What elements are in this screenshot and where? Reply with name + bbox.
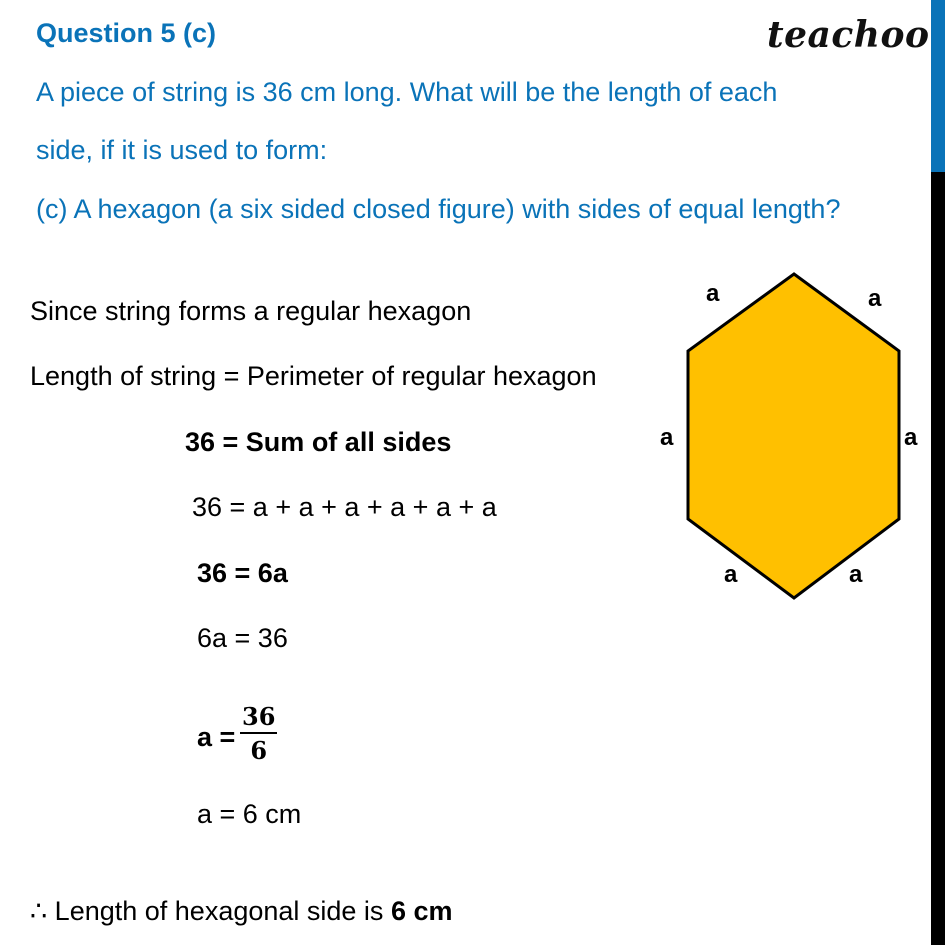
side-label-bottom-left: a [724,561,738,588]
conclusion-prefix: ∴ Length of hexagonal side is [30,896,391,926]
conclusion [30,896,452,927]
fraction [240,704,277,765]
question-line-2: side, if it is used to form: [36,135,328,165]
side-label-left: a [660,424,674,451]
solution-line-4: 36 = a + a + a + a + a + a [192,492,497,522]
solution-line-3: 36 = Sum of all sides [185,427,452,457]
right-sidebar-strip [931,0,945,945]
side-label-right: a [904,424,918,451]
sidebar-accent [931,0,945,172]
brand-logo: teachoo [767,14,930,56]
solution-line-6: 6a = 36 [197,623,288,653]
solution-line-7-prefix: a = [197,722,236,752]
conclusion-value: 6 cm [390,896,453,926]
solution-line-5: 36 = 6a [197,558,288,588]
hexagon-shape [688,274,899,598]
fraction-numerator: 36 [240,704,277,734]
hexagon-figure [640,260,930,610]
side-label-bottom-right: a [849,561,863,588]
solution-line-2: Length of string = Perimeter of regular hexagon [30,361,597,391]
fraction-denominator: 6 [250,736,268,766]
question-title: Question 5 (c) [36,18,217,48]
question-line-3: (c) A hexagon (a six sided closed figure) with sides of equal length? [36,194,841,224]
question-line-1: A piece of string is 36 cm long. What will be the length of each [36,77,778,107]
solution-line-1: Since string forms a regular hexagon [30,296,472,326]
solution-line-8: a = 6 cm [197,799,302,829]
side-label-top-left: a [706,280,720,307]
side-label-top-right: a [868,285,882,312]
